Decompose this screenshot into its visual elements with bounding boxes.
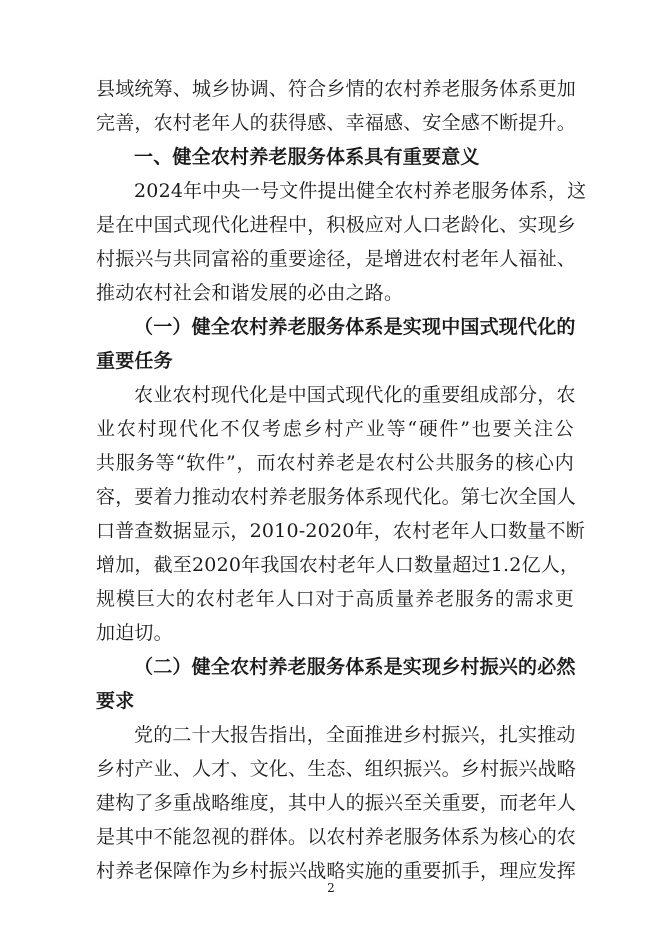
body-line: 口普查数据显示，2010-2020年，农村老年人口数量不断 <box>96 520 585 542</box>
body-line: 党的二十大报告指出，全面推进乡村振兴，扎实推动 <box>134 724 576 746</box>
body-line: 增加，截至2020年我国农村老年人口数量超过1.2亿人， <box>96 554 580 576</box>
body-line: 村振兴与共同富裕的重要途径，是增进农村老年人福祉、 <box>96 248 577 270</box>
subsection-heading: 重要任务 <box>96 350 173 372</box>
body-line: 2024年中央一号文件提出健全农村养老服务体系，这 <box>134 180 587 202</box>
body-line: 县域统筹、城乡协调、符合乡情的农村养老服务体系更加 <box>96 78 577 100</box>
body-line: 建构了多重战略维度，其中人的振兴至关重要，而老年人 <box>96 792 577 814</box>
body-line: 推动农村社会和谐发展的必由之路。 <box>96 282 404 304</box>
body-line: 共服务等“软件”，而农村养老是农村公共服务的核心内 <box>96 452 574 474</box>
body-line: 农业农村现代化是中国式现代化的重要组成部分，农 <box>134 384 576 406</box>
page-number: 2 <box>327 881 335 895</box>
body-line: 完善，农村老年人的获得感、幸福感、安全感不断提升。 <box>96 112 577 134</box>
body-line: 村养老保障作为乡村振兴战略实施的重要抓手，理应发挥 <box>96 860 577 882</box>
body-line: 乡村产业、人才、文化、生态、组织振兴。乡村振兴战略 <box>96 758 577 780</box>
subsection-heading: （二）健全农村养老服务体系是实现乡村振兴的必然 <box>134 656 576 678</box>
body-line: 是其中不能忽视的群体。以农村养老服务体系为核心的农 <box>96 826 577 848</box>
body-line: 加迫切。 <box>96 622 173 644</box>
document-page <box>96 72 587 888</box>
body-line: 规模巨大的农村老年人口对于高质量养老服务的需求更 <box>96 588 574 610</box>
body-line: 业农村现代化不仅考虑乡村产业等“硬件”也要关注公 <box>96 418 574 440</box>
section-heading: 一、健全农村养老服务体系具有重要意义 <box>134 146 480 168</box>
body-line: 容，要着力推动农村养老服务体系现代化。第七次全国人 <box>96 486 577 508</box>
subsection-heading: 要求 <box>96 690 135 712</box>
subsection-heading: （一）健全农村养老服务体系是实现中国式现代化的 <box>134 316 576 338</box>
body-line: 是在中国式现代化进程中，积极应对人口老龄化、实现乡 <box>96 214 577 236</box>
